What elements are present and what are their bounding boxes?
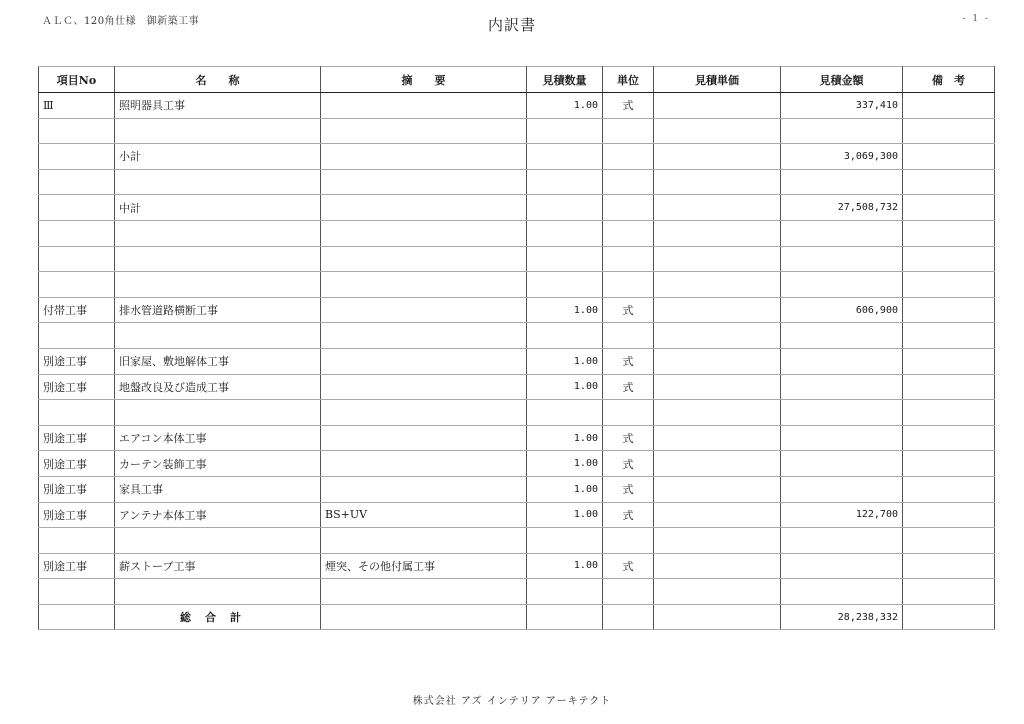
- cell-quantity: [527, 118, 603, 144]
- cell-amount: [781, 528, 903, 554]
- cell-remarks: [903, 195, 995, 221]
- table-row: [39, 272, 995, 298]
- table-row: [39, 323, 995, 349]
- cell-summary: [321, 579, 527, 605]
- cell-name: 薪ストーブ工事: [115, 553, 321, 579]
- cell-quantity: 1.00: [527, 297, 603, 323]
- cell-item-no: 別途工事: [39, 553, 115, 579]
- cell-remarks: [903, 476, 995, 502]
- cell-amount: [781, 323, 903, 349]
- cell-summary: 煙突、その他付属工事: [321, 553, 527, 579]
- cell-name: [115, 220, 321, 246]
- cell-remarks: [903, 246, 995, 272]
- cell-item-no: 付帯工事: [39, 297, 115, 323]
- table-row: [39, 118, 995, 144]
- grand-total-no: [39, 604, 115, 630]
- cell-unit-price: [654, 528, 781, 554]
- cell-item-no: 別途工事: [39, 348, 115, 374]
- cell-name: [115, 246, 321, 272]
- cell-amount: [781, 272, 903, 298]
- cell-unit-price: [654, 246, 781, 272]
- cell-remarks: [903, 528, 995, 554]
- cell-summary: [321, 476, 527, 502]
- cell-unit-price: [654, 579, 781, 605]
- cell-unit: [603, 169, 654, 195]
- cell-quantity: 1.00: [527, 374, 603, 400]
- cell-item-no: 別途工事: [39, 451, 115, 477]
- table-row: [39, 528, 995, 554]
- cell-quantity: [527, 169, 603, 195]
- cell-summary: [321, 220, 527, 246]
- grand-total-label: 総合計: [115, 604, 321, 630]
- col-header-quantity: 見積数量: [527, 67, 603, 93]
- cell-quantity: [527, 400, 603, 426]
- cell-remarks: [903, 451, 995, 477]
- cell-item-no: [39, 195, 115, 221]
- cell-summary: [321, 451, 527, 477]
- table-row: [39, 348, 995, 374]
- grand-total-amount: 28,238,332: [781, 604, 903, 630]
- cell-remarks: [903, 144, 995, 170]
- cell-unit: 式: [603, 93, 654, 119]
- table-row: [39, 425, 995, 451]
- table-row: [39, 297, 995, 323]
- cell-name: エアコン本体工事: [115, 425, 321, 451]
- cell-item-no: [39, 323, 115, 349]
- cell-name: アンテナ本体工事: [115, 502, 321, 528]
- cell-amount: [781, 246, 903, 272]
- cell-unit-price: [654, 502, 781, 528]
- table-row: [39, 195, 995, 221]
- cell-summary: [321, 297, 527, 323]
- cell-unit-price: [654, 118, 781, 144]
- cell-item-no: [39, 246, 115, 272]
- cell-unit: [603, 144, 654, 170]
- cell-quantity: 1.00: [527, 553, 603, 579]
- cell-unit: 式: [603, 502, 654, 528]
- cell-summary: [321, 118, 527, 144]
- cell-remarks: [903, 348, 995, 374]
- cell-unit: [603, 579, 654, 605]
- grand-total-row: [39, 604, 995, 630]
- cell-unit-price: [654, 451, 781, 477]
- cell-amount: [781, 220, 903, 246]
- cell-amount: 337,410: [781, 93, 903, 119]
- table-row: [39, 451, 995, 477]
- cell-remarks: [903, 374, 995, 400]
- cell-unit-price: [654, 144, 781, 170]
- col-header-item-no: 項目No: [39, 67, 115, 93]
- cell-remarks: [903, 425, 995, 451]
- cell-unit: 式: [603, 425, 654, 451]
- cell-summary: [321, 425, 527, 451]
- table-header-row: [39, 67, 995, 93]
- table-row: [39, 400, 995, 426]
- cell-item-no: [39, 220, 115, 246]
- cell-amount: [781, 451, 903, 477]
- cell-unit-price: [654, 400, 781, 426]
- cell-quantity: [527, 323, 603, 349]
- cell-summary: [321, 246, 527, 272]
- cell-item-no: [39, 579, 115, 605]
- cell-name: 小計: [115, 144, 321, 170]
- cell-summary: BS+UV: [321, 502, 527, 528]
- cell-unit: [603, 246, 654, 272]
- table-row: [39, 169, 995, 195]
- cell-amount: 606,900: [781, 297, 903, 323]
- cell-quantity: 1.00: [527, 476, 603, 502]
- col-header-remarks: 備 考: [903, 67, 995, 93]
- cell-item-no: [39, 400, 115, 426]
- col-header-summary: 摘 要: [321, 67, 527, 93]
- cell-unit-price: [654, 93, 781, 119]
- cell-amount: 3,069,300: [781, 144, 903, 170]
- page-title: 内訳書: [487, 16, 536, 34]
- cell-unit-price: [654, 323, 781, 349]
- cell-name: 排水管道路横断工事: [115, 297, 321, 323]
- cell-unit: 式: [603, 348, 654, 374]
- cell-name: 家具工事: [115, 476, 321, 502]
- cell-unit: 式: [603, 553, 654, 579]
- table-row: [39, 374, 995, 400]
- cell-name: 地盤改良及び造成工事: [115, 374, 321, 400]
- cell-name: 中計: [115, 195, 321, 221]
- cell-unit: [603, 323, 654, 349]
- project-title: ＡＬＣ、120角仕様 御新築工事: [42, 16, 200, 27]
- cell-quantity: [527, 220, 603, 246]
- cell-summary: [321, 272, 527, 298]
- cell-item-no: 別途工事: [39, 476, 115, 502]
- cell-remarks: [903, 220, 995, 246]
- cell-quantity: [527, 144, 603, 170]
- cell-summary: [321, 93, 527, 119]
- cell-amount: [781, 400, 903, 426]
- cell-amount: [781, 553, 903, 579]
- cell-quantity: 1.00: [527, 502, 603, 528]
- table-row: [39, 144, 995, 170]
- cell-unit-price: [654, 297, 781, 323]
- cell-summary: [321, 400, 527, 426]
- cell-name: 照明器具工事: [115, 93, 321, 119]
- cell-remarks: [903, 297, 995, 323]
- col-header-unit: 単位: [603, 67, 654, 93]
- cell-amount: 122,700: [781, 502, 903, 528]
- grand-total-qty: [527, 604, 603, 630]
- cell-remarks: [903, 400, 995, 426]
- cell-remarks: [903, 272, 995, 298]
- col-header-unit-price: 見積単価: [654, 67, 781, 93]
- cell-remarks: [903, 169, 995, 195]
- cell-item-no: [39, 144, 115, 170]
- cell-quantity: 1.00: [527, 451, 603, 477]
- cell-summary: [321, 528, 527, 554]
- cell-summary: [321, 169, 527, 195]
- cell-unit: 式: [603, 374, 654, 400]
- cell-amount: [781, 476, 903, 502]
- table-row: [39, 93, 995, 119]
- cell-summary: [321, 323, 527, 349]
- cell-unit: 式: [603, 451, 654, 477]
- grand-total-unit: [603, 604, 654, 630]
- cell-unit-price: [654, 220, 781, 246]
- cell-remarks: [903, 579, 995, 605]
- table-row: [39, 553, 995, 579]
- col-header-amount: 見積金額: [781, 67, 903, 93]
- cell-summary: [321, 195, 527, 221]
- cell-item-no: 別途工事: [39, 502, 115, 528]
- cell-amount: [781, 348, 903, 374]
- cell-name: [115, 528, 321, 554]
- cell-unit: 式: [603, 297, 654, 323]
- cell-unit: 式: [603, 476, 654, 502]
- cell-unit-price: [654, 374, 781, 400]
- table-row: [39, 220, 995, 246]
- cell-unit-price: [654, 195, 781, 221]
- cell-unit: [603, 195, 654, 221]
- cell-remarks: [903, 118, 995, 144]
- cell-summary: [321, 144, 527, 170]
- page-number: - 1 -: [962, 14, 990, 24]
- cell-summary: [321, 348, 527, 374]
- cell-amount: 27,508,732: [781, 195, 903, 221]
- cell-summary: [321, 374, 527, 400]
- cell-item-no: 別途工事: [39, 374, 115, 400]
- cell-item-no: [39, 169, 115, 195]
- cell-quantity: 1.00: [527, 348, 603, 374]
- cell-unit-price: [654, 553, 781, 579]
- cell-quantity: 1.00: [527, 93, 603, 119]
- cell-name: [115, 400, 321, 426]
- cell-remarks: [903, 553, 995, 579]
- cell-unit-price: [654, 476, 781, 502]
- cell-quantity: [527, 272, 603, 298]
- cell-amount: [781, 118, 903, 144]
- cell-name: [115, 272, 321, 298]
- cell-remarks: [903, 323, 995, 349]
- table-row: [39, 246, 995, 272]
- cell-quantity: [527, 246, 603, 272]
- cell-quantity: [527, 195, 603, 221]
- grand-total-remarks: [903, 604, 995, 630]
- grand-total-note: [321, 604, 527, 630]
- cell-unit-price: [654, 348, 781, 374]
- cell-unit: [603, 272, 654, 298]
- cell-amount: [781, 374, 903, 400]
- cell-name: [115, 579, 321, 605]
- cell-name: [115, 323, 321, 349]
- cell-unit: [603, 220, 654, 246]
- cell-name: [115, 118, 321, 144]
- col-header-name: 名 称: [115, 67, 321, 93]
- cell-unit: [603, 528, 654, 554]
- table-row: [39, 579, 995, 605]
- cell-amount: [781, 579, 903, 605]
- company-name: 株式会社 アズ インテリア アーキテクト: [412, 696, 612, 707]
- cell-name: 旧家屋、敷地解体工事: [115, 348, 321, 374]
- cell-unit: [603, 400, 654, 426]
- cell-unit: [603, 118, 654, 144]
- cell-remarks: [903, 502, 995, 528]
- cell-quantity: 1.00: [527, 425, 603, 451]
- cell-unit-price: [654, 425, 781, 451]
- cell-quantity: [527, 579, 603, 605]
- cell-amount: [781, 425, 903, 451]
- cell-remarks: [903, 93, 995, 119]
- cell-unit-price: [654, 272, 781, 298]
- cell-item-no: 別途工事: [39, 425, 115, 451]
- cell-name: カーテン装飾工事: [115, 451, 321, 477]
- table-row: [39, 476, 995, 502]
- cell-item-no: Ⅲ: [39, 93, 115, 119]
- cell-item-no: [39, 118, 115, 144]
- table-row: [39, 502, 995, 528]
- grand-total-price: [654, 604, 781, 630]
- cell-item-no: [39, 528, 115, 554]
- cell-item-no: [39, 272, 115, 298]
- cell-name: [115, 169, 321, 195]
- cell-unit-price: [654, 169, 781, 195]
- estimate-breakdown-table: [38, 66, 995, 630]
- cell-quantity: [527, 528, 603, 554]
- cell-amount: [781, 169, 903, 195]
